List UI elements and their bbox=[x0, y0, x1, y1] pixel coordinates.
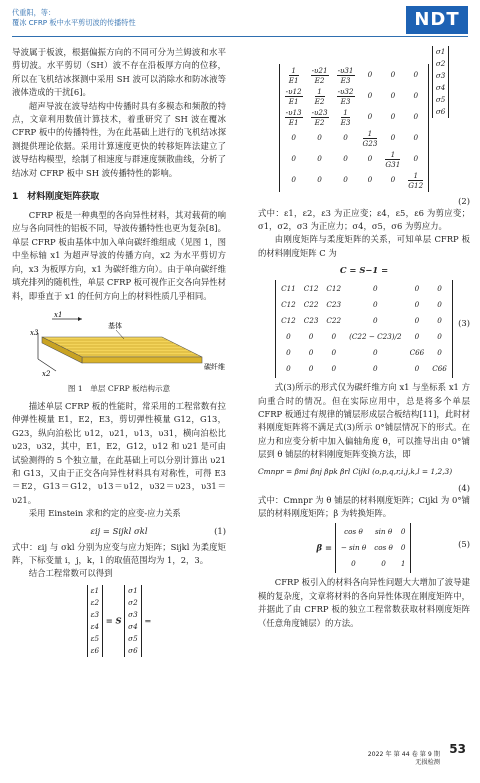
vector-entry: σ4 bbox=[128, 621, 138, 631]
matrix-cell: $\frac{-\upsilon 32}{E3}$ bbox=[337, 86, 354, 106]
matrix-cell: C12 bbox=[281, 300, 296, 310]
matrix-label: 基体 bbox=[108, 321, 122, 330]
vector-entry: σ1 bbox=[128, 585, 138, 595]
axis-x1-label: x1 bbox=[54, 310, 63, 319]
equation-number: (5) bbox=[458, 539, 470, 550]
matrix-cell: 0 bbox=[373, 300, 378, 310]
equation-number: (4) bbox=[458, 482, 470, 493]
matrix-cell: − sin θ bbox=[340, 543, 367, 553]
running-header bbox=[12, 8, 136, 28]
matrix-cell: C12 bbox=[303, 284, 319, 294]
matrix-cell: 0 bbox=[343, 154, 348, 163]
equation-number: (3) bbox=[458, 318, 470, 329]
equation-3-top: C = S−1 = bbox=[339, 265, 389, 276]
matrix-cell: $\frac{-\upsilon 12}{E1}$ bbox=[285, 86, 302, 106]
vector-entry: ε2 bbox=[90, 597, 100, 607]
equation-number: (2) bbox=[458, 195, 470, 206]
vector-entry: σ4 bbox=[435, 83, 446, 92]
strain-vector bbox=[87, 585, 103, 657]
matrix-cell: $\frac{-\upsilon 13}{E1}$ bbox=[285, 107, 302, 127]
stress-vector bbox=[124, 585, 141, 657]
journal-info bbox=[368, 751, 440, 767]
matrix-cell: 0 bbox=[367, 154, 373, 163]
header-rule bbox=[12, 36, 468, 37]
journal-name: 无损检测 bbox=[415, 759, 440, 766]
matrix-cell: $\frac{-\upsilon 21}{E2}$ bbox=[311, 65, 328, 85]
matrix-cell: 0 bbox=[343, 175, 348, 184]
vector-entry: σ2 bbox=[435, 59, 446, 68]
matrix-cell: C66 bbox=[432, 364, 447, 374]
journal-issue: 2022 年 第 44 卷 第 9 期 bbox=[367, 751, 440, 758]
matrix-cell: 0 bbox=[351, 559, 356, 569]
paragraph: 式中：εij 与 σkl 分别为应变与应力矩阵；Sijkl 为柔度矩阵，下标变量 i，j，k，l 的取值范围均为 1，2，3。 bbox=[12, 541, 226, 565]
matrix-cell: C23 bbox=[326, 300, 342, 310]
matrix-cell: 0 bbox=[367, 175, 373, 184]
header-authors: 代重阳，等： bbox=[12, 8, 56, 17]
paragraph: 式中：Cmnpr 为 θ 铺层的材料刚度矩阵；Cijkl 为 0°铺层的材料刚度矩阵；β 为转换矩阵。 bbox=[258, 494, 470, 518]
matrix-cell: 0 bbox=[367, 91, 373, 100]
matrix-cell: $\frac{1}{G12}$ bbox=[408, 170, 424, 190]
matrix-cell: cos θ bbox=[374, 543, 393, 553]
matrix-cell: C12 bbox=[326, 284, 342, 294]
page-number: 53 bbox=[449, 742, 466, 756]
compliance-matrix bbox=[279, 64, 430, 192]
equals-sign: = bbox=[144, 615, 152, 626]
matrix-cell: 0 bbox=[308, 332, 314, 342]
matrix-cell: 0 bbox=[373, 284, 378, 294]
matrix-cell: 0 bbox=[390, 175, 396, 184]
vector-entry: σ6 bbox=[128, 645, 138, 655]
matrix-cell: 0 bbox=[413, 154, 419, 163]
vector-entry: ε1 bbox=[90, 585, 100, 595]
paragraph: 式中：ε1，ε2，ε3 为正应变；ε4，ε5，ε6 为剪应变；σ1，σ2，σ3 为正应力；σ4，σ5，σ6 为剪应力。 bbox=[258, 207, 470, 231]
strain-stress-relation bbox=[12, 585, 226, 657]
matrix-cell: 0 bbox=[390, 70, 396, 79]
vector-entry: σ5 bbox=[128, 633, 138, 643]
matrix-cell: 0 bbox=[437, 316, 442, 326]
matrix-cell: 0 bbox=[308, 364, 314, 374]
matrix-cell: 0 bbox=[373, 348, 378, 358]
cfrp-plate-diagram bbox=[12, 309, 226, 379]
vector-entry: σ1 bbox=[435, 47, 446, 56]
matrix-cell: 0 bbox=[437, 348, 442, 358]
plate-front bbox=[82, 357, 202, 363]
matrix-cell: C12 bbox=[281, 316, 296, 326]
matrix-cell: 0 bbox=[437, 332, 442, 342]
matrix-cell: $\frac{-\upsilon 31}{E3}$ bbox=[337, 65, 354, 85]
matrix-cell: 0 bbox=[291, 175, 296, 184]
vector-entry: ε4 bbox=[90, 621, 100, 631]
matrix-cell: 0 bbox=[373, 364, 378, 374]
stiffness-matrix bbox=[275, 280, 453, 378]
matrix-cell: C23 bbox=[303, 316, 319, 326]
paragraph: 超声导波在波导结构中传播时具有多模态和频散的特点，文章利用数值计算技术，着重研究了 SH 波在覆冰 CFRP 板中的传播特性，为在此基础上进行的飞机结冰探测提供理论依据。采用计算速度更快的转移矩阵法建立了波导结构模型，绘制了相速度与群速度频散曲线，分析了结冰对 CFRP 板中 SH 波传播特性的影响。 bbox=[12, 100, 226, 178]
axis-x3-label: x3 bbox=[30, 328, 39, 337]
equation-text: Cmnpr = βmi βnj βpk βrl Cijkl (o,p,q,r,i,j,k,l = 1,2,3) bbox=[258, 466, 453, 476]
matrix-cell: $\frac{-\upsilon 23}{E2}$ bbox=[311, 107, 328, 127]
matrix-cell: C22 bbox=[326, 316, 342, 326]
axis-x2-label: x2 bbox=[42, 369, 51, 378]
matrix-cell: 0 bbox=[308, 348, 314, 358]
matrix-cell: 0 bbox=[400, 527, 406, 537]
figure-caption: 图 1 单层 CFRP 板结构示意 bbox=[67, 383, 171, 393]
paragraph: CFRP 板是一种典型的各向异性材料，其对载荷的响应与各向同性的铝板不同，导波传播特性也更为复杂[8]。单层 CFRP 板由基体中加入单向碳纤维组成（见图 1，图中坐标轴 x1 为超声导波的传播方向，x2 为水平剪切方向，x3 为板厚方向，x1 为碳纤维方向）。由于单向碳纤维填充排列的随机性，单层 CFRP 板可视作正交各向异性材料，即垂直于 x1 的任何方向上的材料性质几乎相同。 bbox=[12, 210, 226, 301]
equation-number: (1) bbox=[214, 525, 226, 536]
matrix-cell: 0 bbox=[331, 348, 337, 358]
matrix-cell: 0 bbox=[331, 364, 337, 374]
compliance-symbol: S bbox=[115, 615, 122, 626]
vector-entry: σ3 bbox=[128, 609, 138, 619]
paragraph: CFRP 板引入的材料各向异性问题大大增加了波导建模的复杂度，文章将材料的各向异性体现在刚度矩阵中，并据此了由 CFRP 板的独立工程常数获取材料刚度矩阵（任意角度铺层）的方法。 bbox=[258, 577, 470, 628]
matrix-cell: C66 bbox=[409, 348, 425, 358]
equation-4 bbox=[258, 465, 470, 479]
fiber-label: 碳纤维 bbox=[204, 362, 225, 371]
vector-entry: ε3 bbox=[90, 609, 100, 619]
header-title: 覆冰 CFRP 板中水平剪切波的传播特性 bbox=[12, 18, 136, 27]
matrix-cell: 0 bbox=[317, 175, 322, 184]
paragraph: 采用 Einstein 求和约定的应变-应力关系 bbox=[28, 508, 181, 519]
matrix-cell: 0 bbox=[286, 332, 291, 342]
matrix-cell: 0 bbox=[286, 364, 291, 374]
equation-2 bbox=[258, 46, 470, 192]
vector-entry: ε5 bbox=[90, 633, 100, 643]
equation-3 bbox=[258, 280, 470, 378]
equation-text: εij = Sijkl σkl bbox=[90, 525, 148, 536]
vector-entry: ε6 bbox=[90, 645, 100, 655]
matrix-cell: 0 bbox=[414, 284, 420, 294]
matrix-cell: 0 bbox=[400, 543, 406, 553]
matrix-cell: $\frac{1}{G31}$ bbox=[385, 149, 401, 169]
journal-logo: NDT bbox=[406, 6, 468, 34]
section-heading: 1 材料刚度矩阵获取 bbox=[12, 192, 100, 203]
matrix-cell: sin θ bbox=[374, 527, 393, 537]
equation-1 bbox=[12, 524, 226, 538]
matrix-cell: 0 bbox=[414, 332, 420, 342]
left-column bbox=[12, 46, 226, 660]
beta-label: β = bbox=[316, 542, 333, 553]
equals-sign: = bbox=[105, 615, 113, 626]
matrix-cell: 1 bbox=[400, 559, 406, 569]
equation-5 bbox=[258, 523, 470, 573]
matrix-cell: 0 bbox=[367, 70, 373, 79]
matrix-cell: 0 bbox=[414, 364, 420, 374]
matrix-cell: 0 bbox=[437, 300, 442, 310]
matrix-cell: C22 bbox=[303, 300, 319, 310]
matrix-cell: $\frac{1}{E3}$ bbox=[340, 107, 351, 127]
vector-entry: σ2 bbox=[128, 597, 138, 607]
matrix-cell: (C22 − C23)/2 bbox=[349, 332, 402, 342]
matrix-cell: 0 bbox=[413, 112, 419, 121]
matrix-cell: 0 bbox=[437, 284, 442, 294]
matrix-cell: 0 bbox=[291, 133, 296, 142]
matrix-cell: 0 bbox=[317, 154, 322, 163]
right-column bbox=[258, 46, 470, 630]
matrix-cell: C11 bbox=[281, 284, 296, 294]
figure-1 bbox=[12, 309, 226, 394]
vector-entry: σ6 bbox=[435, 107, 446, 116]
paragraph: 结合工程常数可以得到 bbox=[28, 568, 113, 579]
matrix-cell: 0 bbox=[317, 133, 322, 142]
matrix-cell: 0 bbox=[413, 70, 419, 79]
paragraph: 描述单层 CFRP 板的性能时，常采用的工程常数有拉伸弹性模量 E1，E2，E3，剪切弹性模量 G12，G13，G23，纵向泊松比 υ12，υ21，υ13，υ31，横向泊松比 υ23，υ32，其中，E1，E2，G12，υ12 和 υ21 是可由试验测得的 5 个独立量，在此基础上可以分别计算出 υ21 和 G13，又由于正交各向异性材料具有对称性，可得 E3＝E2，G13＝G12，υ13＝υ12，υ32＝υ23，υ31＝υ21。 bbox=[12, 400, 226, 505]
matrix-cell: $\frac{1}{E1}$ bbox=[288, 65, 299, 85]
vector-entry: σ3 bbox=[435, 71, 446, 80]
matrix-cell: 0 bbox=[367, 112, 373, 121]
matrix-cell: 0 bbox=[331, 332, 337, 342]
matrix-cell: 0 bbox=[414, 316, 420, 326]
matrix-cell: 0 bbox=[390, 133, 396, 142]
stress-vector bbox=[432, 46, 449, 118]
vector-entry: σ5 bbox=[435, 95, 446, 104]
matrix-cell: 0 bbox=[291, 154, 296, 163]
matrix-cell: 0 bbox=[414, 300, 420, 310]
paragraph: 由刚度矩阵与柔度矩阵的关系，可知单层 CFRP 板的材料刚度矩阵 C 为 bbox=[258, 234, 470, 258]
transform-matrix bbox=[335, 523, 412, 573]
paragraph: 式(3)所示的形式仅为碳纤维方向 x1 与坐标系 x1 方向重合时的情况。但在实际应用中，总是将多个单层 CFRP 板通过有规律的铺层形成层合板结构[11]，此时材料刚度矩阵将不满足式(3)所示 0°铺层情况下的形式。在应力和应变分析中加入偏轴角度 θ，可以推导出由 0°铺层到 θ 铺层的材料刚度矩阵变换方法，即 bbox=[258, 382, 470, 460]
matrix-cell: 0 bbox=[390, 112, 396, 121]
matrix-cell: $\frac{1}{G23}$ bbox=[362, 128, 378, 148]
matrix-cell: 0 bbox=[286, 348, 291, 358]
matrix-cell: $\frac{1}{E2}$ bbox=[314, 86, 325, 106]
matrix-cell: 0 bbox=[343, 133, 348, 142]
matrix-cell: cos θ bbox=[344, 527, 363, 537]
paragraph: 导波属于板波，根据偏振方向的不同可分为兰姆波和水平剪切波。水平剪切（SH）波不存在沿板厚方向的位移，所以在飞机结冰探测中采用 SH 波可以消除水和防冰液等液体造成的干扰[6]。 bbox=[12, 47, 226, 98]
matrix-cell: 0 bbox=[413, 91, 419, 100]
matrix-cell: 0 bbox=[381, 559, 386, 569]
matrix-cell: 0 bbox=[390, 91, 396, 100]
matrix-cell: 0 bbox=[373, 316, 378, 326]
matrix-cell: 0 bbox=[413, 133, 419, 142]
